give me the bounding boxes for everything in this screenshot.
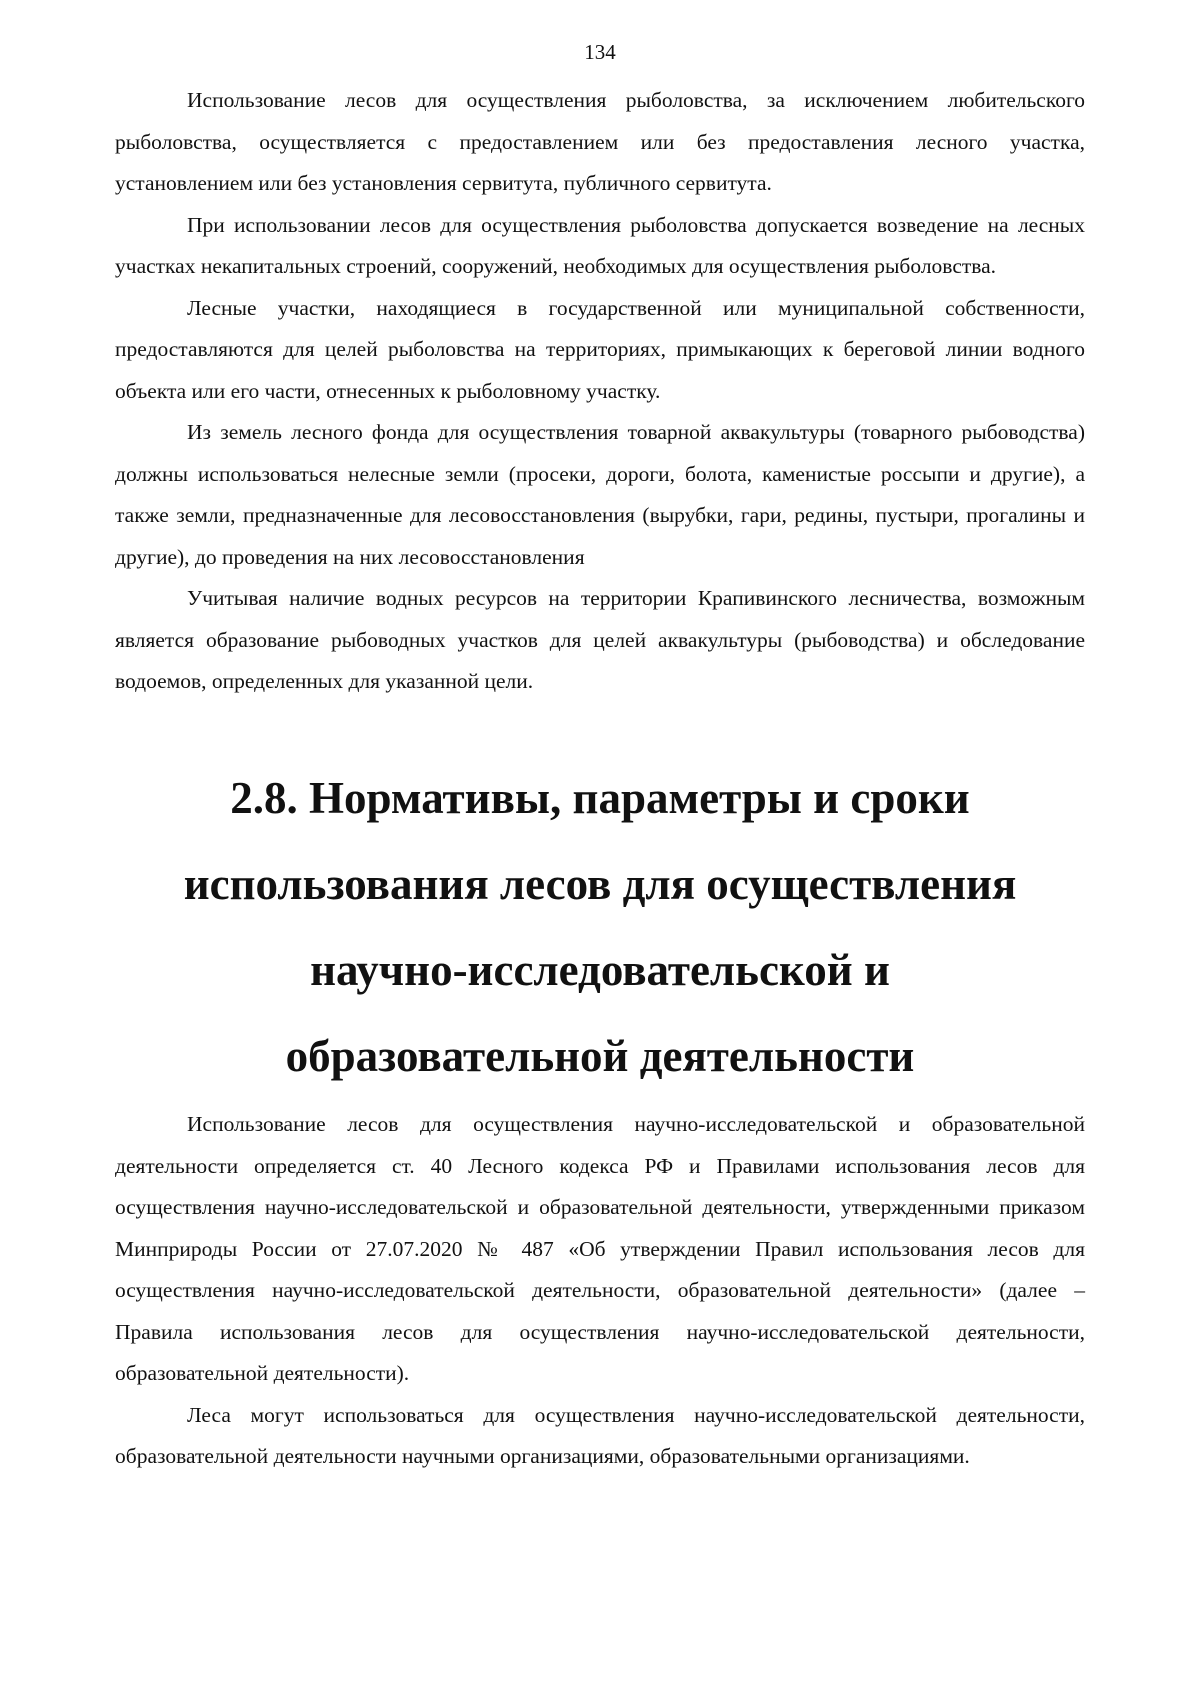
paragraph-water-resources: Учитывая наличие водных ресурсов на территории Крапивинского лесничества, возможным является образование рыбоводных участков для целей аквакультуры (рыбоводства) и обследование водоемов, определенных для указанной цели. <box>115 586 1085 693</box>
section-heading <box>115 755 1085 1099</box>
section-heading-line: 2.8. Нормативы, параметры и сроки <box>230 773 970 823</box>
section-heading-line: научно-исследовательской и <box>310 945 890 995</box>
body-text-bottom <box>115 1104 1085 1478</box>
page-number: 134 <box>584 40 616 64</box>
section-heading-line: образовательной деятельности <box>285 1031 915 1081</box>
body-text-top <box>115 80 1085 703</box>
paragraph-fishing-structures: При использовании лесов для осуществления рыболовства допускается возведение на лесных участках некапитальных строений, сооружений, необходимых для осуществления рыболовства. <box>115 212 1085 278</box>
paragraph-fishing-plots: Лесные участки, находящиеся в государственной или муниципальной собственности, предоставляются для целей рыболовства на территориях, примыкающих к береговой линии водного объекта или его части, отнесенных к рыболовному участку. <box>115 295 1085 403</box>
section-heading-line: использования лесов для осуществления <box>183 859 1017 909</box>
paragraph-aquaculture-lands: Из земель лесного фонда для осуществления товарной аквакультуры (товарного рыбоводства) должны использоваться нелесные земли (просеки, дороги, болота, каменистые россыпи и другие), а также земли, предназначенные для лесовосстановления (вырубки, гари, редины, пустыри, прогалины и другие), до проведения на них лесовосстановления <box>115 420 1085 569</box>
paragraph-research-organizations: Леса могут использоваться для осуществления научно-исследовательской деятельности, образовательной деятельности научными организациями, образовательными организациями. <box>115 1402 1085 1468</box>
paragraph-research-use: Использование лесов для осуществления научно-исследовательской и образовательной деятельности определяется ст. 40 Лесного кодекса РФ и Правилами использования лесов для осуществления научно-исследовательской и образовательной деятельности, утвержденными приказом Минприроды России от 27.07.2020 № 487 «Об утверждении Правил использования лесов для осуществления научно-исследовательской деятельности, образовательной деятельности» (далее – Правила использования лесов для осуществления научно-исследовательской деятельности, образовательной деятельности). <box>115 1112 1085 1385</box>
paragraph-fishing-use: Использование лесов для осуществления рыболовства, за исключением любительского рыболовства, осуществляется с предоставлением или без предоставления лесного участка, установлением или без установления сервитута, публичного сервитута. <box>115 88 1085 195</box>
